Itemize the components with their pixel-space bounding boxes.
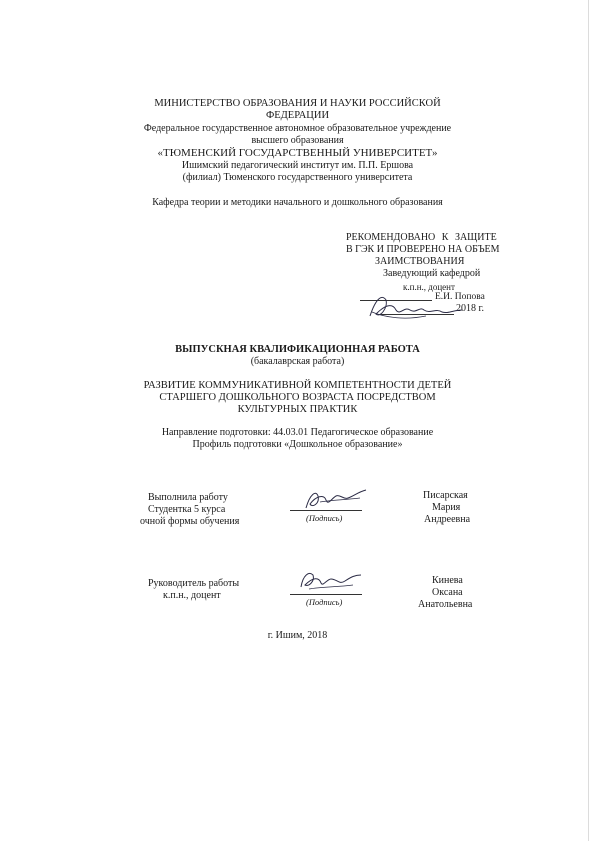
- profile: Профиль подготовки «Дошкольное образование»: [192, 439, 403, 450]
- institution-line-1: Федеральное государственное автономное образовательное учреждение: [143, 123, 452, 134]
- student-role-1: Выполнила работу: [148, 492, 228, 503]
- university-name: «ТЮМЕНСКИЙ ГОСУДАРСТВЕННЫЙ УНИВЕРСИТЕТ»: [157, 147, 438, 159]
- student-role-2: Студентка 5 курса: [148, 504, 226, 515]
- supervisor-last-name: Кинева: [432, 575, 463, 586]
- ministry-line-1: МИНИСТЕРСТВО ОБРАЗОВАНИЯ И НАУКИ РОССИЙСКОЙ: [154, 98, 441, 109]
- institute-name: Ишимский педагогический институт им. П.П. Ершова: [181, 160, 414, 171]
- approval-head: Заведующий кафедрой: [383, 268, 481, 279]
- student-first-name: Мария: [432, 502, 461, 513]
- student-last-name: Писарская: [423, 490, 468, 501]
- work-title-line-1: РАЗВИТИЕ КОММУНИКАТИВНОЙ КОМПЕТЕНТНОСТИ ДЕТЕЙ: [143, 380, 452, 391]
- student-sign-label: (Подпись): [306, 513, 343, 523]
- approval-date: 2018 г.: [456, 303, 484, 314]
- city-year: г. Ишим, 2018: [267, 630, 328, 641]
- work-title-line-2: СТАРШЕГО ДОШКОЛЬНОГО ВОЗРАСТА ПОСРЕДСТВОМ: [159, 392, 436, 403]
- approval-name: Е.И. Попова: [435, 292, 485, 302]
- student-role-3: очной формы обучения: [140, 516, 240, 527]
- branch-name: (филиал) Тюменского государственного университета: [182, 172, 413, 183]
- approval-signature: [366, 288, 466, 328]
- work-type: ВЫПУСКНАЯ КВАЛИФИКАЦИОННАЯ РАБОТА: [175, 344, 420, 355]
- student-patronymic: Андреевна: [424, 514, 471, 525]
- work-subtype: (бакалаврская работа): [250, 356, 345, 367]
- work-title-line-3: КУЛЬТУРНЫХ ПРАКТИК: [237, 404, 358, 415]
- supervisor-patronymic: Анатольевна: [418, 599, 473, 610]
- institution-line-2: высшего образования: [251, 135, 344, 146]
- ministry-line-2: ФЕДЕРАЦИИ: [265, 110, 330, 121]
- direction: Направление подготовки: 44.03.01 Педагогическое образование: [161, 427, 434, 438]
- approval-degree: к.п.н., доцент: [403, 282, 455, 292]
- supervisor-signature: [295, 565, 365, 595]
- student-signature: [300, 486, 370, 514]
- approval-line-1: РЕКОМЕНДОВАНО К ЗАЩИТЕ: [346, 232, 497, 243]
- supervisor-role-2: к.п.н., доцент: [163, 590, 221, 601]
- department-name: Кафедра теории и методики начального и дошкольного образования: [152, 197, 443, 208]
- supervisor-role-1: Руководитель работы: [148, 578, 240, 589]
- supervisor-first-name: Оксана: [432, 587, 463, 598]
- supervisor-sign-label: (Подпись): [306, 597, 343, 607]
- approval-line-2: В ГЭК И ПРОВЕРЕНО НА ОБЪЕМ: [346, 244, 500, 255]
- approval-line-3: ЗАИМСТВОВАНИЯ: [375, 256, 465, 267]
